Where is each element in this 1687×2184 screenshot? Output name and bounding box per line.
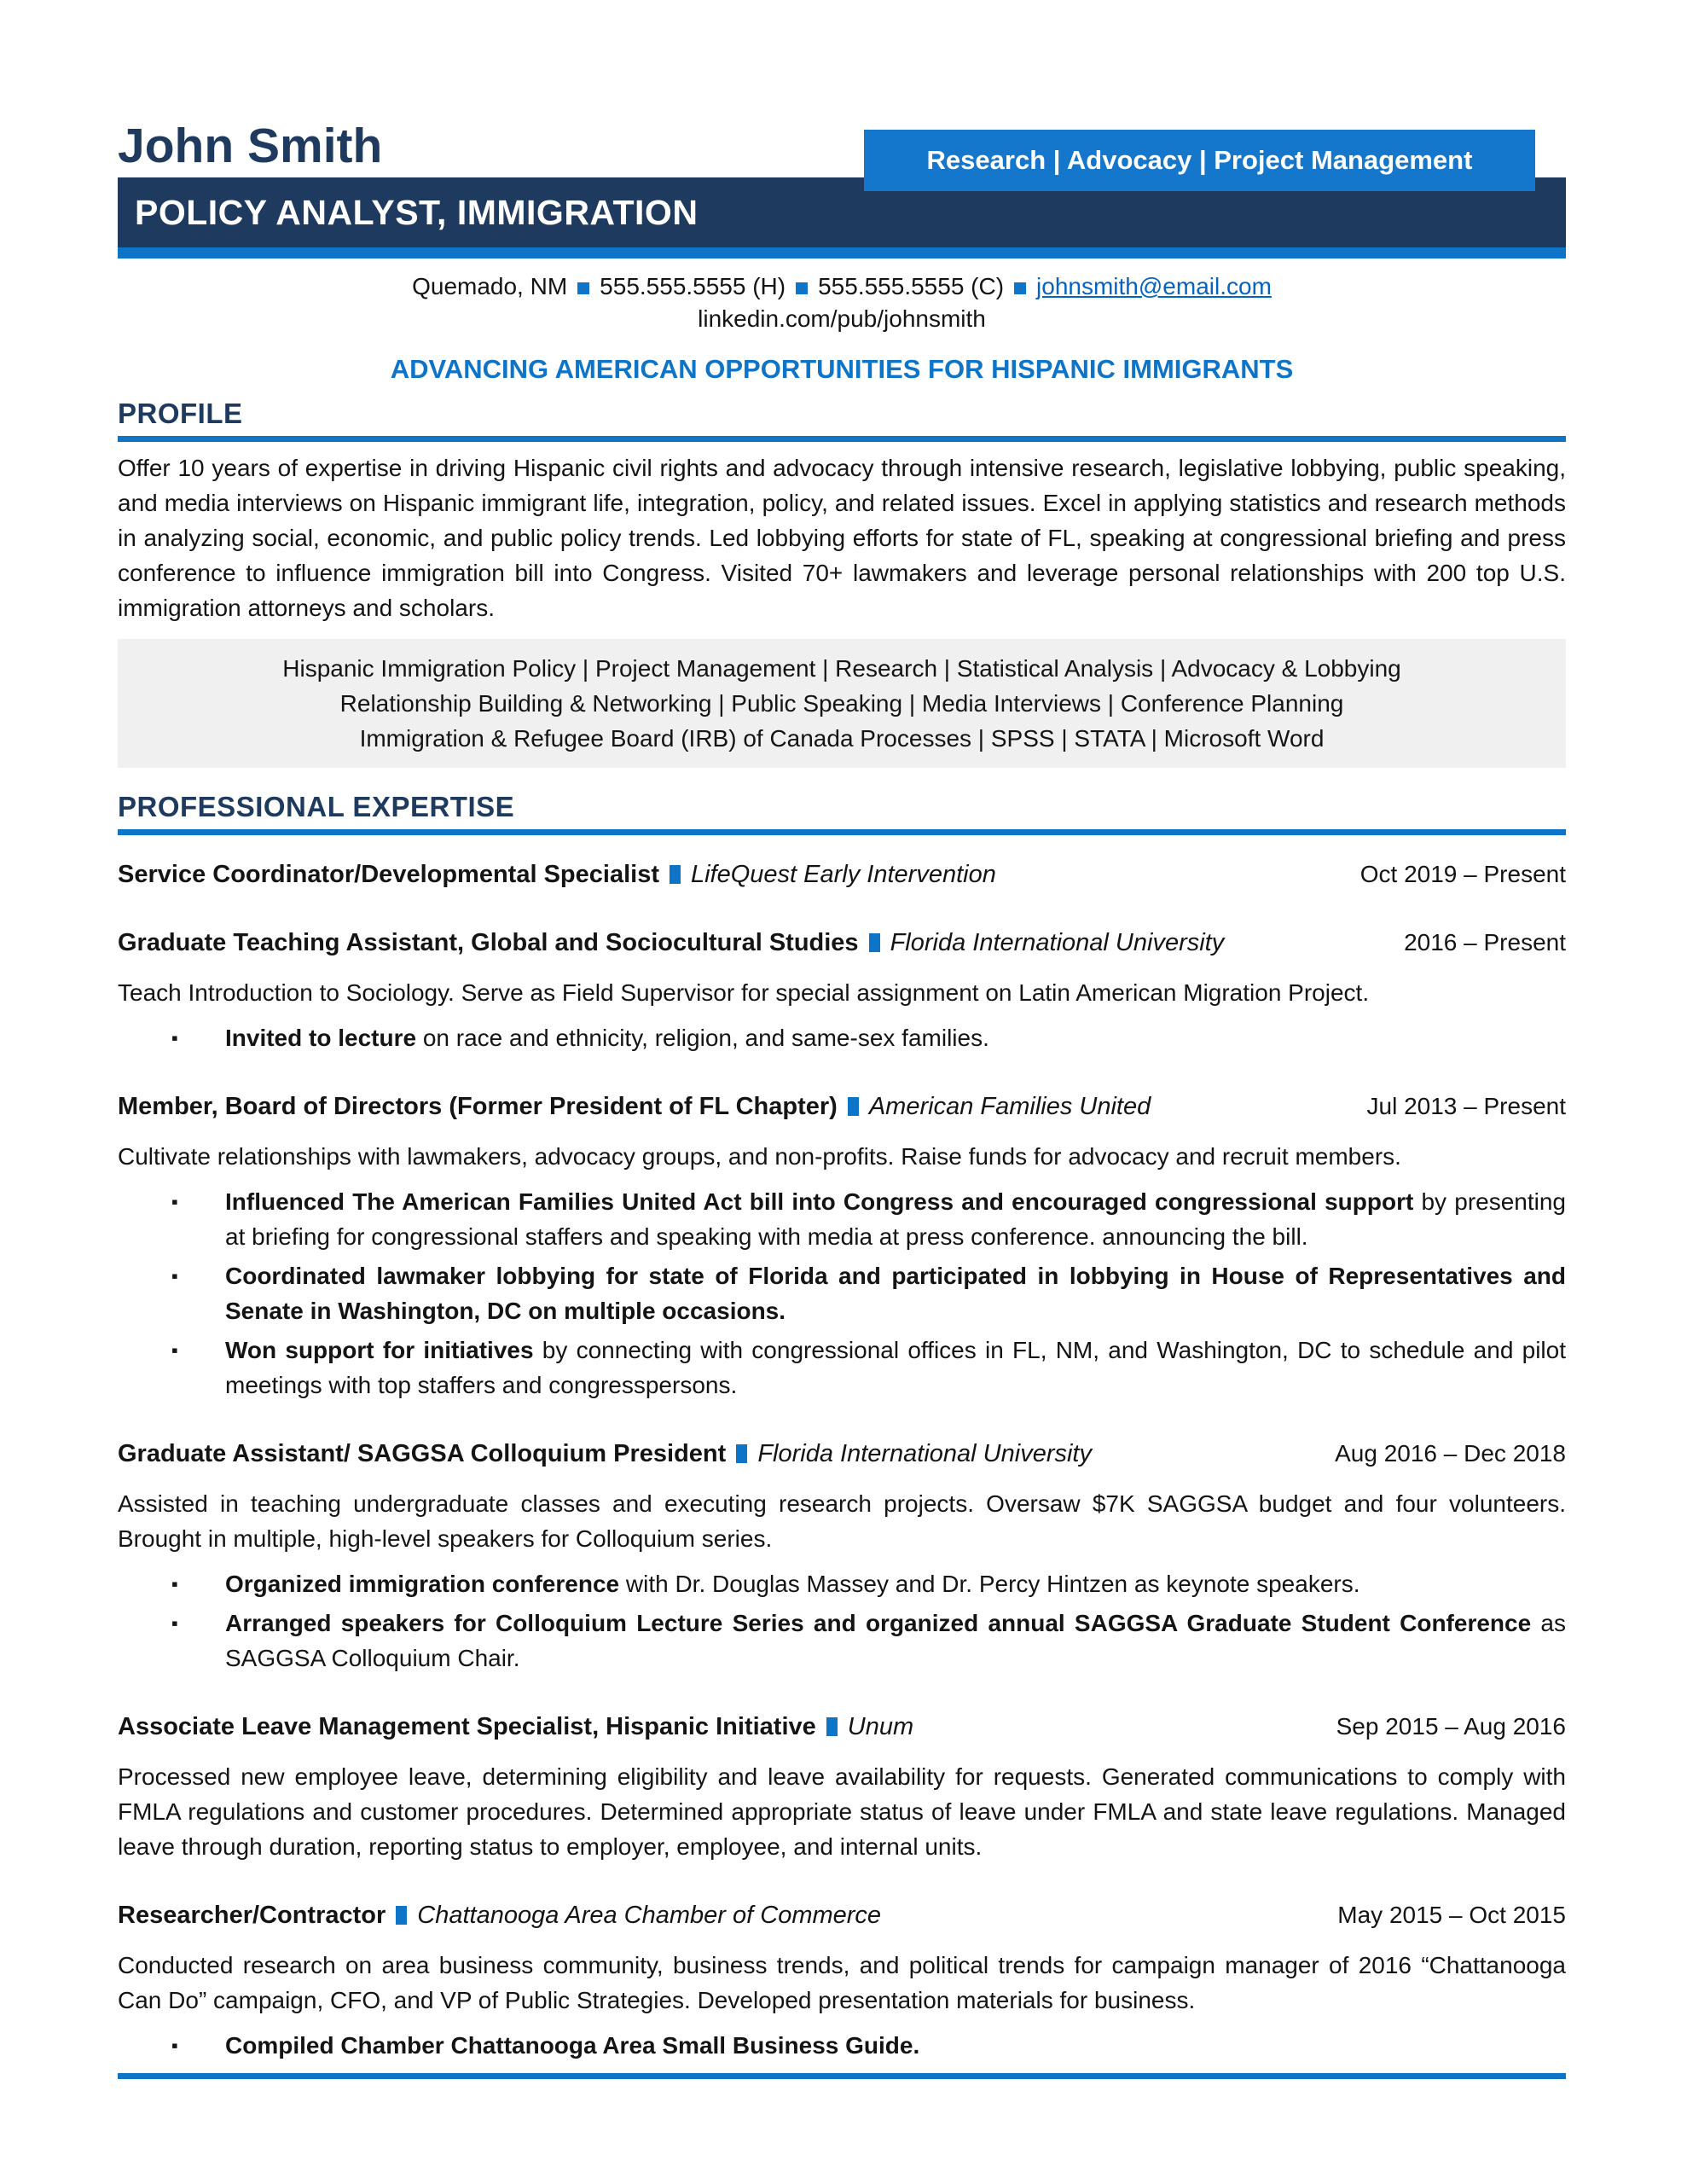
job-title: Researcher/Contractor (118, 1902, 386, 1929)
job-bullets (118, 2028, 1566, 2063)
contact-line (118, 270, 1566, 303)
header (0, 0, 1687, 258)
job-dates: Aug 2016 – Dec 2018 (1335, 1440, 1566, 1467)
job-header (118, 1710, 1566, 1744)
contact-phone-home: 555.555.5555 (H) (600, 273, 786, 299)
job-header (118, 1437, 1566, 1471)
contact-phone-cell: 555.555.5555 (C) (818, 273, 1005, 299)
job-entry (118, 1089, 1566, 1403)
profile-paragraph: Offer 10 years of expertise in driving Hispanic civil rights and advocacy through intensive research, legislative lobbying, public speaking, and media interviews on Hispanic immigrant life, integration, policy, and related issues. Excel in applying statistics and research methods in analyzing social, economic, and public policy trends. Led lobbying efforts for state of FL, speaking at congressional briefing and press conference to influence immigration bill into Congress. Visited 70+ lawmakers and leverage personal relationships with 200 top U.S. immigration attorneys and scholars. (118, 455, 1566, 621)
job-entry (118, 926, 1566, 1055)
job-company: Florida International University (890, 929, 1225, 956)
job-dates: 2016 – Present (1404, 929, 1566, 956)
job-summary: Teach Introduction to Sociology. Serve as Field Supervisor for special assignment on Latin American Migration Project. (118, 979, 1370, 1006)
separator-square-icon (869, 933, 880, 952)
job-company: American Families United (868, 1093, 1151, 1120)
job-dates: May 2015 – Oct 2015 (1337, 1902, 1566, 1928)
bullet-item (118, 1566, 1566, 1601)
bullet-bold-text: Compiled Chamber Chattanooga Area Small Business Guide. (225, 2032, 920, 2059)
bullet-text: as SAGGSA Colloquium Chair. (225, 1610, 1566, 1671)
separator-square-icon (736, 1444, 747, 1463)
bullet-bold-text: Organized immigration conference (225, 1571, 620, 1597)
experience-heading: PROFESSIONAL EXPERTISE (118, 791, 515, 822)
separator-square-icon (848, 1097, 859, 1116)
email-link[interactable]: johnsmith@email.com (1036, 273, 1272, 299)
bullet-square-icon: ▪ (171, 2035, 178, 2056)
headline: ADVANCING AMERICAN OPPORTUNITIES FOR HISPANIC IMMIGRANTS (390, 354, 1294, 384)
skills-badge: Research | Advocacy | Project Management (864, 130, 1535, 191)
job-entry (118, 1437, 1566, 1676)
skills-line: Relationship Building & Networking | Public Speaking | Media Interviews | Conference Planning (339, 690, 1344, 717)
job-company: Unum (847, 1713, 914, 1740)
bullet-item (118, 1606, 1566, 1676)
bullet-square-icon: ▪ (171, 1027, 178, 1048)
skills-box (118, 639, 1566, 768)
job-dates: Oct 2019 – Present (1359, 861, 1566, 887)
bullet-text: by connecting with congressional offices in FL, NM, and Washington, DC to schedule and pilot meetings with top staffers and congresspersons. (225, 1337, 1566, 1398)
bullet-square-icon: ▪ (171, 1191, 178, 1212)
bullet-item (118, 1258, 1566, 1328)
bullet-square-icon: ▪ (171, 1339, 178, 1361)
bullet-item (118, 2028, 1566, 2063)
job-title: Graduate Teaching Assistant, Global and Sociocultural Studies (118, 929, 859, 956)
job-header (118, 1898, 1566, 1932)
job-summary: Processed new employee leave, determining eligibility and leave availability for requests. Generated communications to comply with FMLA regulations and customer procedures. Determined appropriate status of leave under FMLA and state leave regulations. Managed leave through duration, reporting status to employer, employee, and internal units. (118, 1763, 1566, 1860)
job-company: LifeQuest Early Intervention (690, 861, 996, 888)
bottom-rule (118, 2073, 1566, 2079)
job-entry (118, 1898, 1566, 2063)
job-header (118, 926, 1566, 960)
job-bullets (118, 1566, 1566, 1676)
job-company: Florida International University (757, 1440, 1092, 1467)
skills-line: Hispanic Immigration Policy | Project Management | Research | Statistical Analysis | Advocacy & Lobbying (282, 655, 1401, 682)
job-title: Service Coordinator/Developmental Specialist (118, 861, 659, 888)
bullet-bold-text: Coordinated lawmaker lobbying for state of Florida and participated in lobbying in House of Representatives and Senate in Washington, DC on multiple occasions. (225, 1263, 1566, 1324)
person-name: John Smith (118, 119, 383, 173)
separator-square-icon (577, 282, 589, 294)
job-title: Associate Leave Management Specialist, Hispanic Initiative (118, 1713, 816, 1740)
job-title: Graduate Assistant/ SAGGSA Colloquium President (118, 1440, 727, 1467)
bullet-text: with Dr. Douglas Massey and Dr. Percy Hintzen as keynote speakers. (619, 1571, 1360, 1597)
bullet-square-icon: ▪ (171, 1265, 178, 1287)
job-header (118, 1089, 1566, 1124)
skills-line: Immigration & Refugee Board (IRB) of Canada Processes | SPSS | STATA | Microsoft Word (359, 725, 1325, 752)
bullet-bold-text: Won support for initiatives (225, 1337, 534, 1363)
job-title-bar: POLICY ANALYST, IMMIGRATION (118, 177, 1566, 247)
separator-square-icon (796, 282, 808, 294)
content (0, 270, 1687, 2079)
bullet-bold-text: Invited to lecture (225, 1025, 417, 1051)
job-summary: Assisted in teaching undergraduate classes and executing research projects. Oversaw $7K SAGGSA budget and four volunteers. Brought in multiple, high-level speakers for Colloquium series. (118, 1490, 1566, 1552)
bullet-square-icon: ▪ (171, 1573, 178, 1594)
bullet-bold-text: Arranged speakers for Colloquium Lecture Series and organized annual SAGGSA Graduate Student Conference (225, 1610, 1532, 1636)
bullet-text: on race and ethnicity, religion, and same-sex families. (416, 1025, 989, 1051)
job-header (118, 857, 1566, 892)
job-summary: Conducted research on area business community, business trends, and political trends for campaign manager of 2016 “Chattanooga Can Do” campaign, CFO, and VP of Public Strategies. Developed presentation materials for business. (118, 1952, 1566, 2013)
job-entry (118, 1710, 1566, 1864)
job-bullets (118, 1020, 1566, 1055)
bullet-item (118, 1020, 1566, 1055)
bullet-bold-text: Influenced The American Families United Act bill into Congress and encouraged congressional support (225, 1188, 1414, 1215)
job-entry (118, 857, 1566, 892)
job-bullets (118, 1184, 1566, 1403)
profile-heading: PROFILE (118, 398, 243, 429)
profile-rule (118, 436, 1566, 442)
job-title: Member, Board of Directors (Former President of FL Chapter) (118, 1093, 838, 1120)
bullet-item (118, 1333, 1566, 1403)
job-company: Chattanooga Area Chamber of Commerce (417, 1902, 882, 1929)
separator-square-icon (396, 1906, 407, 1925)
job-summary: Cultivate relationships with lawmakers, advocacy groups, and non-profits. Raise funds for advocacy and recruit members. (118, 1143, 1401, 1170)
linkedin-text: linkedin.com/pub/johnsmith (698, 305, 986, 332)
bullet-text: by presenting at briefing for congressional staffers and speaking with media at press conference. announcing the bill. (225, 1188, 1567, 1250)
job-dates: Jul 2013 – Present (1366, 1093, 1566, 1119)
contact-location: Quemado, NM (412, 273, 568, 299)
job-dates: Sep 2015 – Aug 2016 (1336, 1713, 1566, 1740)
bullet-item (118, 1184, 1566, 1254)
separator-square-icon (670, 865, 681, 884)
separator-square-icon (1014, 282, 1026, 294)
experience-rule (118, 829, 1566, 835)
separator-square-icon (826, 1717, 838, 1736)
accent-strip (118, 247, 1566, 258)
bullet-square-icon: ▪ (171, 1612, 178, 1634)
